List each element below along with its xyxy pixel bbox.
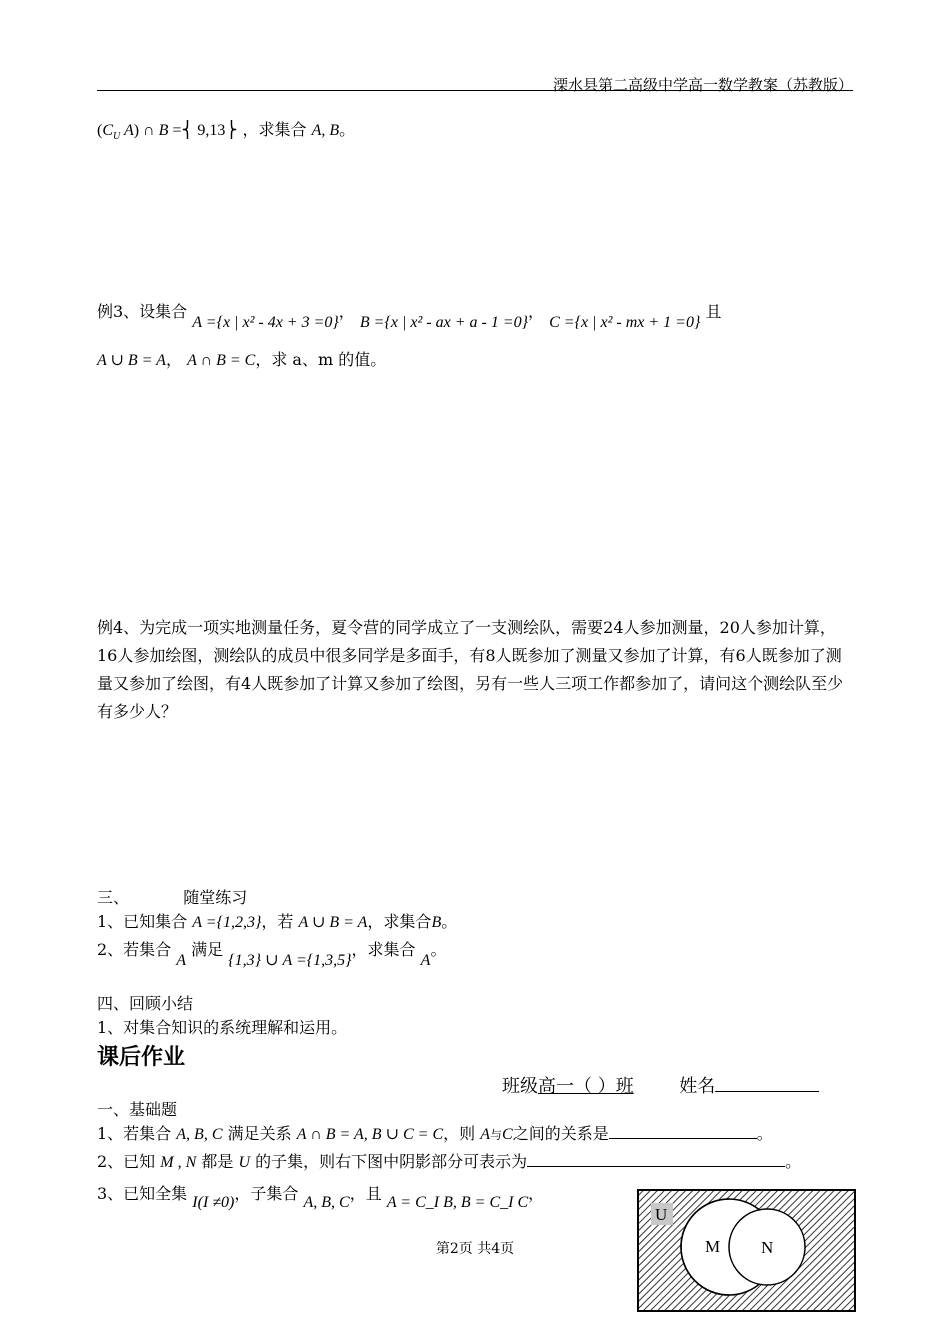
- answer-blank[interactable]: [609, 1124, 757, 1139]
- period: 。: [339, 120, 356, 139]
- universal-set: I(I ≠0): [192, 1194, 235, 1211]
- set-a: A: [420, 952, 431, 969]
- n-label: N: [761, 1238, 774, 1257]
- q-text: 都是: [201, 1152, 234, 1171]
- example3-line2: [97, 346, 386, 375]
- q-text: ，子集合: [234, 1184, 299, 1203]
- q-text: 满足: [191, 940, 224, 959]
- practice-q2: [97, 936, 447, 969]
- name-blank[interactable]: [715, 1077, 819, 1092]
- q-text: ，若: [261, 912, 294, 931]
- basic-heading: 一、基础题: [97, 1100, 178, 1119]
- condition: {1,3} ∪ A ={1,3,5}: [228, 952, 352, 969]
- page-header: 溧水县第二高级中学高一数学教案（苏教版）: [552, 76, 853, 94]
- condition: A ∪ B = A: [298, 914, 368, 931]
- and-text: 且: [705, 302, 722, 321]
- q-text: ，则: [443, 1124, 476, 1143]
- q-text: 3、已知全集: [97, 1184, 188, 1203]
- homework-q1: [97, 1120, 773, 1149]
- period: 。: [785, 1152, 802, 1171]
- example3-line1: [97, 298, 722, 331]
- q-text: 满足关系: [227, 1124, 292, 1143]
- set-a: A ={1,2,3}: [192, 914, 262, 931]
- set-u: U: [238, 1154, 251, 1171]
- practice-q1: [97, 908, 457, 937]
- review-item: 1、对集合知识的系统理解和运用。: [97, 1018, 348, 1037]
- ask-text: ，求 a、m 的值。: [255, 350, 387, 369]
- q-text: ，求集合: [367, 912, 432, 931]
- class-value: 高一（ ）班: [538, 1076, 634, 1097]
- ask-text: ，求集合: [242, 120, 307, 139]
- q-text: 2、若集合: [97, 940, 172, 959]
- review-heading: 四、回顾小结: [97, 994, 194, 1013]
- sets-ab: A, B: [311, 122, 340, 139]
- union-condition: A ∪ B = A: [97, 352, 166, 369]
- q-text: ，且: [349, 1184, 382, 1203]
- set-a: A: [480, 1126, 491, 1143]
- relation: A ∩ B = A, B ∪ C = C: [296, 1126, 444, 1143]
- example2-tail: [97, 116, 355, 151]
- q-text: 1、若集合: [97, 1124, 172, 1143]
- section-number: 三、: [97, 888, 130, 907]
- separator: ，: [338, 302, 355, 321]
- class-name-line: [502, 1072, 819, 1098]
- example4-text: 例4、为完成一项实地测量任务，夏令营的同学成立了一支测绘队，需要24人参加测量，20人参加计算，16人参加绘图，测绘队的成员中很多同学是多面手，有8人既参加了测量又参加了计算，有6人既参加了测量又参加了绘图，有4人既参加了计算又参加了绘图，另有一些人三项工作都参加了，请问这个测绘队至少有多少人？: [97, 618, 844, 721]
- period: 。: [430, 940, 447, 959]
- formula-complement: ($C_U$ A) ∩ B =⎨ 9,13⎬: [97, 122, 238, 143]
- separator: ，: [528, 1184, 545, 1203]
- m-label: M: [705, 1237, 721, 1256]
- homework-title: 课后作业: [97, 1045, 186, 1070]
- q-text: 的子集，则右下图中阴影部分可表示为: [255, 1152, 528, 1171]
- sets-abc: A, B, C: [176, 1126, 223, 1143]
- relation: A = C_I B, B = C_I C: [386, 1194, 529, 1211]
- q-text: 之间的关系是: [512, 1124, 609, 1143]
- homework-q2: [97, 1148, 801, 1177]
- answer-blank[interactable]: [527, 1152, 785, 1167]
- name-label: 姓名: [679, 1076, 716, 1097]
- set-b: B: [431, 914, 442, 931]
- separator: ，: [528, 302, 545, 321]
- separator: ，: [165, 350, 182, 369]
- class-label: 班级: [502, 1076, 538, 1097]
- period: 。: [441, 912, 458, 931]
- venn-diagram: [637, 1189, 857, 1313]
- q-text: 2、已知: [97, 1152, 156, 1171]
- intersection-condition: A ∩ B = C: [187, 352, 256, 369]
- set-a: A: [176, 952, 187, 969]
- section-title: 随堂练习: [183, 888, 248, 907]
- period: 。: [756, 1124, 773, 1143]
- page-footer: 第2页 共4页: [435, 1241, 515, 1257]
- example3-label: 例3、设集合: [97, 302, 188, 321]
- q-text: 1、已知集合: [97, 912, 188, 931]
- header-rule: [97, 90, 853, 91]
- set-b-def: B ={x | x² - ax + a - 1 =0}: [359, 314, 529, 331]
- set-c-def: C ={x | x² - mx + 1 =0}: [549, 314, 701, 331]
- sets-abc: A, B, C: [303, 1194, 350, 1211]
- set-a-def: A ={x | x² - 4x + 3 =0}: [192, 314, 339, 331]
- u-label: U: [655, 1205, 668, 1224]
- sets-mn: M , N: [160, 1154, 197, 1171]
- homework-q3: [97, 1180, 544, 1209]
- q-text: ，求集合: [351, 940, 416, 959]
- q-text: 与: [490, 1128, 503, 1142]
- set-c: C: [502, 1126, 513, 1143]
